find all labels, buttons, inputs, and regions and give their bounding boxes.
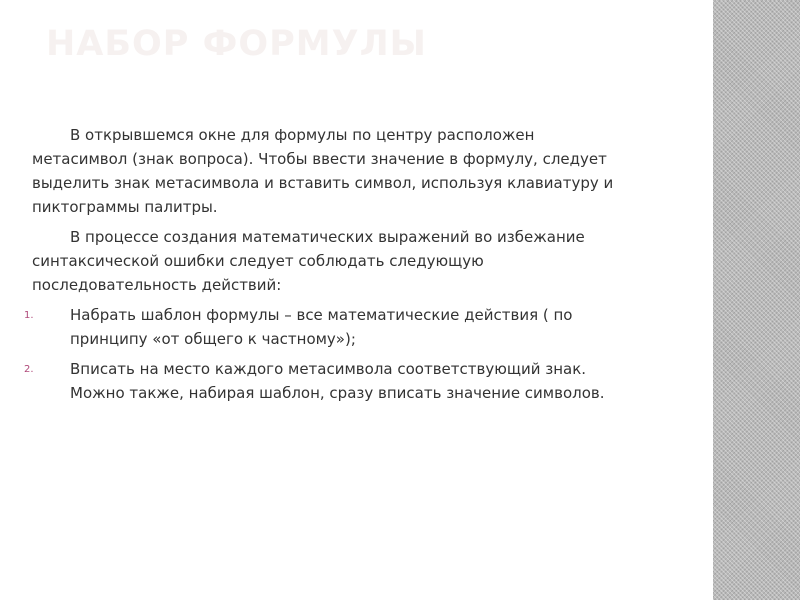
slide-title: НАБОР ФОРМУЛЫ (46, 24, 427, 64)
decorative-side-stripe (713, 0, 800, 600)
steps-list (24, 303, 632, 405)
list-item (24, 357, 632, 405)
paragraph-2: В процессе создания математических выражений во избежание синтаксической ошибки следует соблюдать следующую последовательность действий: (32, 228, 585, 294)
slide-body (24, 123, 632, 411)
list-item (24, 303, 632, 351)
list-item-text: Набрать шаблон формулы – все математические действия ( по принципу «от общего к частному»); (70, 306, 573, 348)
list-item-number: 2. (24, 364, 34, 375)
list-item-text: Вписать на место каждого метасимвола соответствующий знак. Можно также, набирая шаблон, сразу вписать значение символов. (70, 360, 605, 402)
paragraph-1: В открывшемся окне для формулы по центру расположен метасимвол (знак вопроса). Чтобы ввести значение в формулу, следует выделить знак метасимвола и вставить символ, используя клавиатуру и пиктограммы палитры. (32, 126, 614, 216)
list-item-number: 1. (24, 310, 34, 321)
